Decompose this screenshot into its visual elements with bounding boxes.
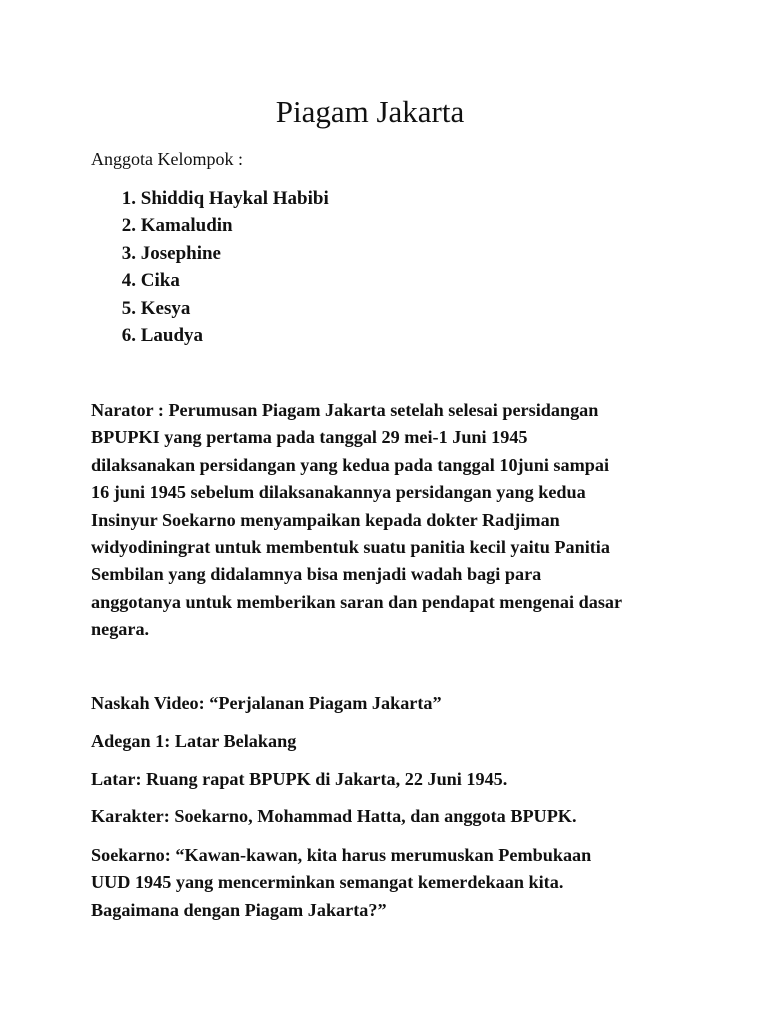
list-number: 2.: [121, 215, 136, 237]
narrator-line: Narator : Perumusan Piagam Jakarta setelah selesai persidangan: [91, 400, 599, 420]
script-title: Naskah Video: “Perjalanan Piagam Jakarta”: [91, 693, 442, 713]
narrator-paragraph: [91, 397, 701, 644]
list-number: 5.: [121, 297, 136, 319]
members-label: Anggota Kelompok :: [91, 149, 243, 169]
narrator-line: BPUPKI yang pertama pada tanggal 29 mei-1 Juni 1945: [91, 427, 528, 448]
narrator-line: dilaksanakan persidangan yang kedua pada tanggal 10juni sampai: [91, 454, 610, 475]
list-number: 3.: [121, 242, 136, 264]
list-item: [91, 295, 329, 322]
dialog-line: Bagaimana dengan Piagam Jakarta?”: [91, 899, 387, 920]
list-item: [91, 267, 329, 294]
member-name: Josephine: [140, 242, 221, 264]
list-number: 1.: [121, 188, 136, 209]
scene-heading: Adegan 1: Latar Belakang: [91, 731, 297, 751]
list-number: 4.: [121, 270, 136, 292]
narrator-line: widyodiningrat untuk membentuk suatu panitia kecil yaitu Panitia: [91, 537, 610, 558]
narrator-line: negara.: [91, 619, 150, 640]
narrator-line: Sembilan yang didalamnya bisa menjadi wadah bagi para: [91, 564, 542, 585]
document-title: Piagam Jakarta: [275, 94, 465, 129]
list-item: [91, 322, 329, 349]
dialog-line: Soekarno: “Kawan-kawan, kita harus merumuskan Pembukaan: [91, 845, 592, 865]
list-item: [91, 212, 329, 239]
member-name: Shiddiq Haykal Habibi: [140, 188, 329, 209]
list-item: [91, 240, 329, 267]
member-name: Cika: [140, 270, 180, 292]
dialog-line: UUD 1945 yang mencerminkan semangat kemerdekaan kita.: [91, 872, 564, 893]
list-number: 6.: [121, 324, 136, 346]
list-item: [91, 185, 329, 212]
member-name: Kamaludin: [140, 215, 233, 237]
member-name: Laudya: [140, 324, 204, 346]
narrator-line: Insinyur Soekarno menyampaikan kepada dokter Radjiman: [91, 509, 560, 530]
characters-line: Karakter: Soekarno, Mohammad Hatta, dan anggota BPUPK.: [91, 806, 577, 826]
members-list: [91, 185, 329, 349]
dialog-paragraph: [91, 842, 591, 924]
setting-line: Latar: Ruang rapat BPUPK di Jakarta, 22 Juni 1945.: [91, 769, 508, 789]
member-name: Kesya: [140, 297, 191, 319]
narrator-line: anggotanya untuk memberikan saran dan pendapat mengenai dasar: [91, 591, 623, 612]
narrator-line: 16 juni 1945 sebelum dilaksanakannya persidangan yang kedua: [91, 482, 586, 503]
